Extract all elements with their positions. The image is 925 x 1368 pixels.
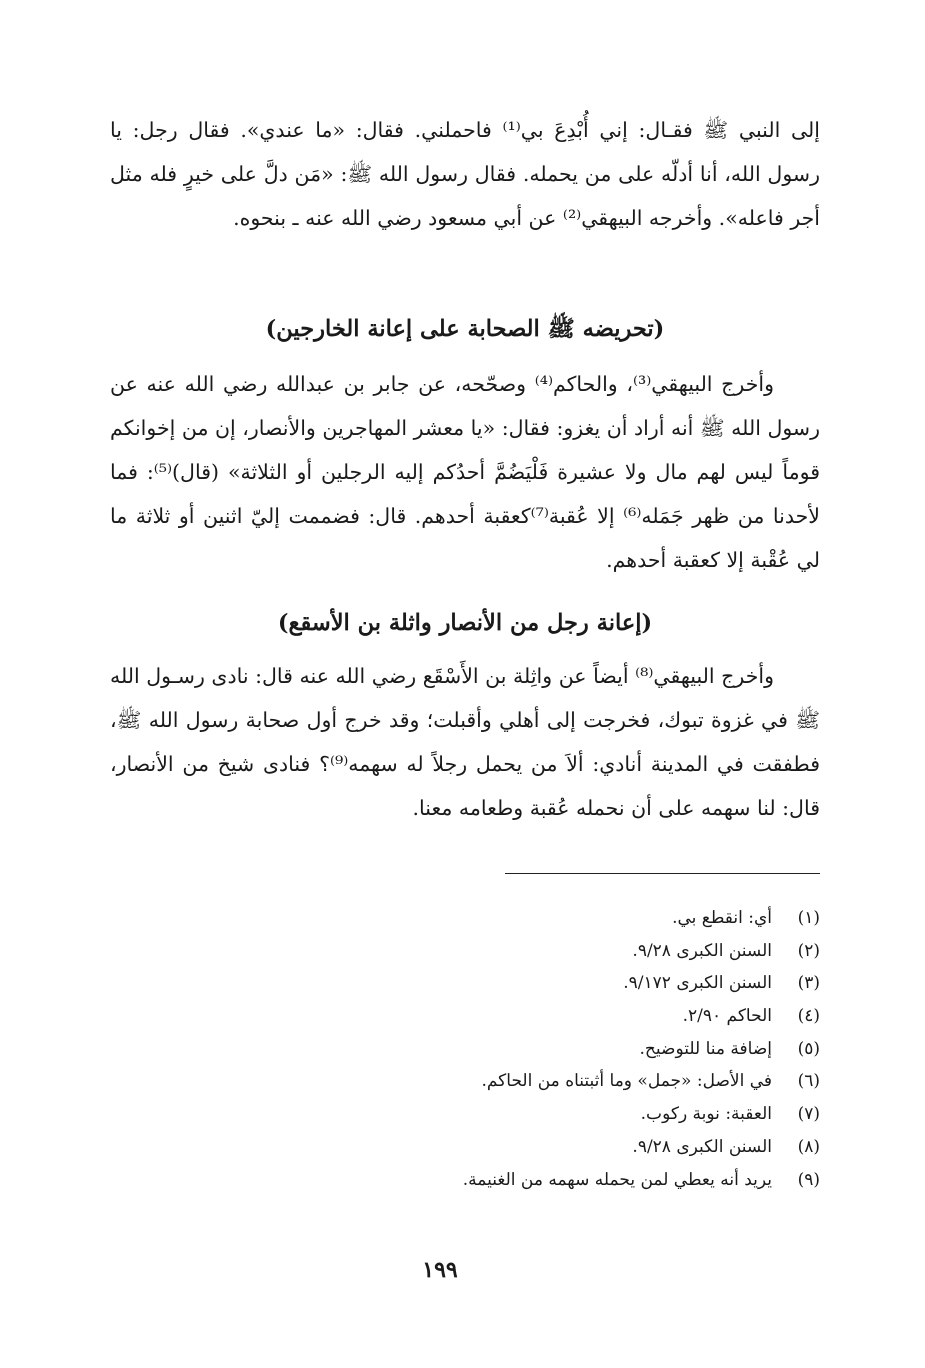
footnote-number: (٧) [797,1104,820,1125]
footnote-number: (٦) [797,1071,820,1092]
footnote-item [110,902,820,935]
footnote-divider [505,873,820,874]
footnote-number: (٩) [797,1169,820,1190]
footnote-item [110,1065,820,1098]
section-heading-2: (إعانة رجل من الأنصار واثلة بن الأسقع) [277,610,653,636]
footnote-item [110,967,820,1000]
footnote-item [110,1164,820,1197]
footnote-item [110,1098,820,1131]
footnote-number: (٨) [797,1136,820,1157]
footnote-number: (٢) [797,940,820,961]
footnote-number: (٥) [797,1038,820,1059]
footnote-text: السنن الكبرى ٩/٢٨. [632,940,772,961]
footnotes-list [110,902,820,1196]
footnote-number: (١) [797,908,820,928]
footnote-text: السنن الكبرى ٩/٢٨. [632,1136,772,1157]
page-number: ١٩٩ [422,1257,458,1283]
footnote-number: (٣) [797,973,820,994]
section-heading-1: (تحريضه ﷺ الصحابة على إعانة الخارجين) [265,316,665,342]
footnote-text: يريد أنه يعطي لمن يحمله سهمه من الغنيمة. [462,1169,772,1190]
footnote-item [110,1131,820,1164]
footnote-text: السنن الكبرى ٩/١٧٢. [623,973,772,994]
footnote-item [110,1000,820,1033]
paragraph-1: إلى النبي ﷺ فقـال: إني أُبْدِعَ بي⁽¹⁾ فاحملني. فقال: «ما عندي». فقال رجل: يا رسول الله، أنا أدلّه على من يحمله. فقال رسول الله ﷺ: «مَن دلَّ على خيرٍ فله مثل أجر فاعله». وأخرجه البيهقي⁽²⁾ عن أبي مسعود رضي الله عنه ـ بنحوه. [110,118,820,230]
paragraph-2: وأخرج البيهقي⁽³⁾، والحاكم⁽⁴⁾ وصحّحه، عن جابر بن عبدالله رضي الله عنه عن رسول الله ﷺ أنه أراد أن يغزو: فقال: «يا معشر المهاجرين والأنصار، إن من إخوانكم قوماً ليس لهم مال ولا عشيرة فَلْيَضُمَّ أحدُكم إليه الرجلين أو الثلاثة» (قال)⁽⁵⁾: فما لأحدنا من ظهر جَمَله⁽⁶⁾ إلا عُقبة⁽⁷⁾كعقبة أحدهم. قال: فضممت إليّ اثنين أو ثلاثة ما لي عُقْبة إلا كعقبة أحدهم. [110,372,820,572]
footnote-item [110,935,820,968]
paragraph-3: وأخرج البيهقي⁽⁸⁾ أيضاً عن واثِلة بن الأَسْقَع رضي الله عنه قال: نادى رسـول الله ﷺ في غزوة تبوك، فخرجت إلى أهلي وأقبلت؛ وقد خرج أول صحابة رسول الله ﷺ، فطفقت في المدينة أنادي: ألاَ من يحمل رجلاً له سهمه⁽⁹⁾؟ فنادى شيخ من الأنصار، قال: لنا سهمه على أن نحمله عُقبة وطعامه معنا. [110,664,820,820]
footnote-text: الحاكم ٢/٩٠. [682,1006,772,1027]
footnote-item [110,1033,820,1066]
footnote-text: أي: انقطع بي. [672,908,772,928]
footnote-text: إضافة منا للتوضيح. [639,1038,772,1059]
footnote-text: في الأصل: «جمل» وما أثبتناه من الحاكم. [481,1071,772,1092]
footnote-number: (٤) [797,1006,820,1027]
footnote-text: العقبة: نوبة ركوب. [640,1104,772,1125]
